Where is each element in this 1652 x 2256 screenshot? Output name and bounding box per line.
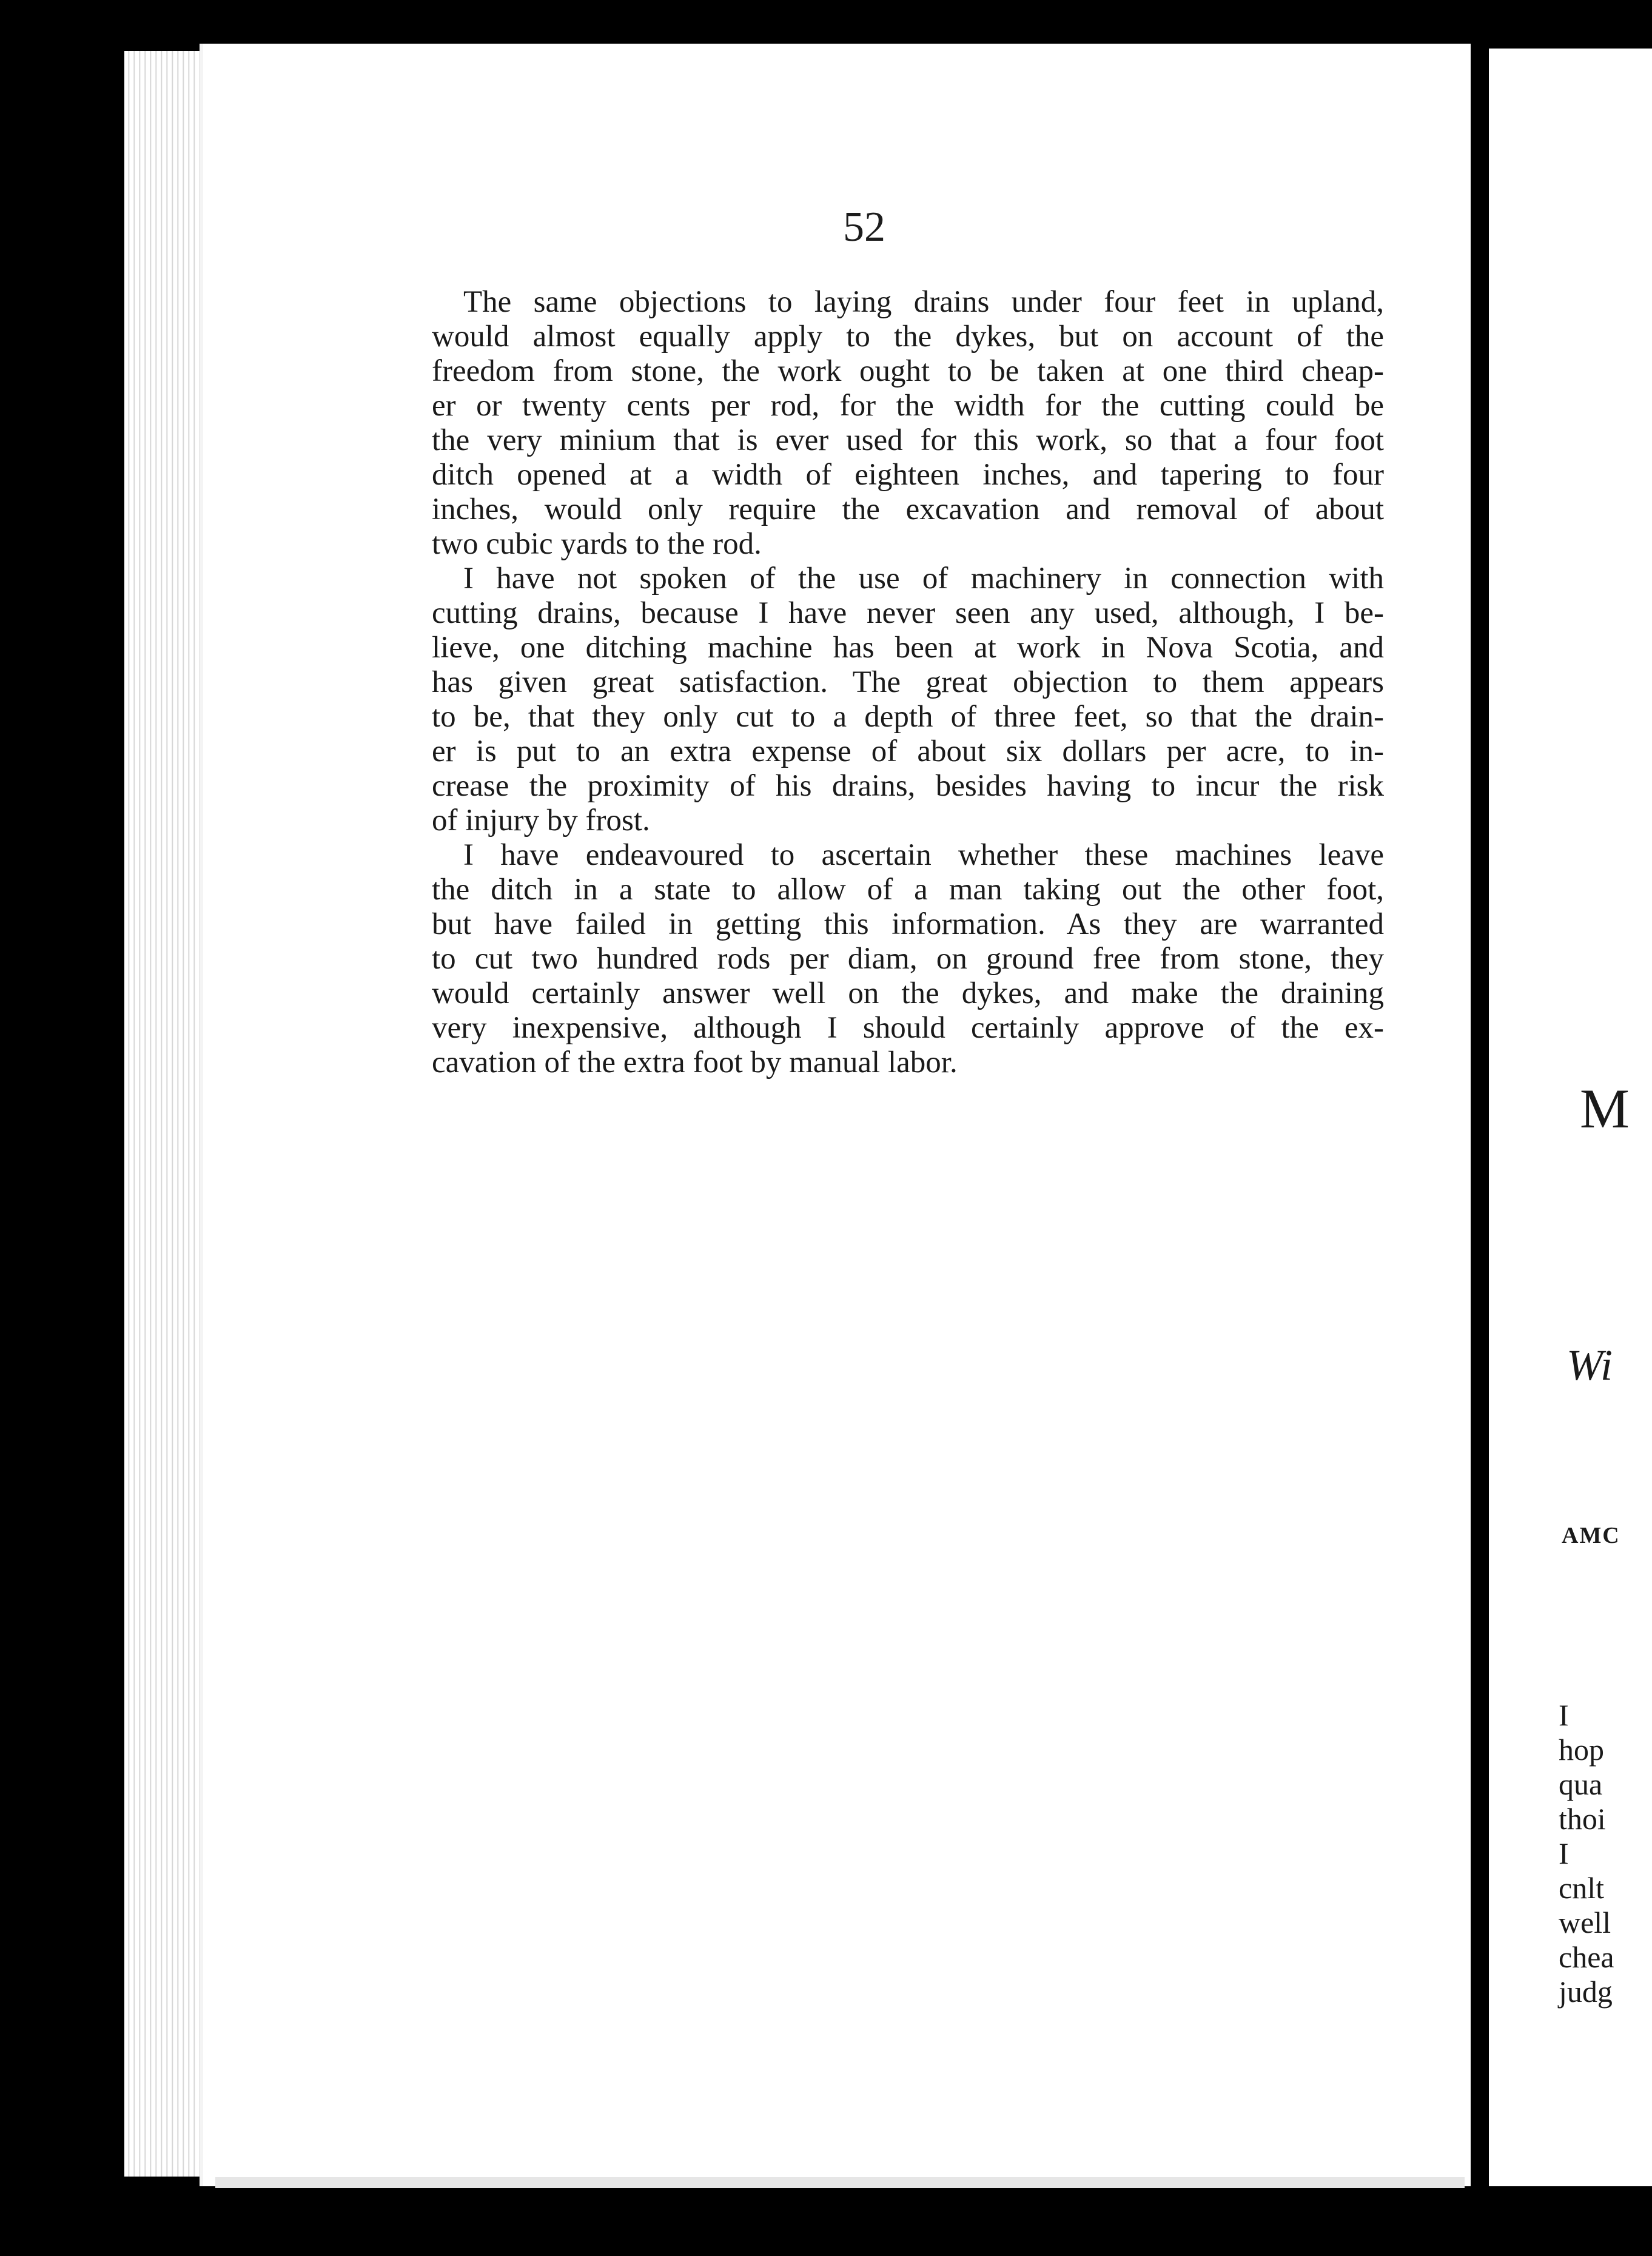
right-page-italic-fragment: Wi <box>1566 1341 1613 1389</box>
text-line: to be, that they only cut to a depth of three feet, so that the drain- <box>432 700 1384 734</box>
right-page-line-fragment: I <box>1559 1836 1569 1870</box>
text-line: freedom from stone, the work ought to be taken at one third cheap- <box>432 354 1384 388</box>
text-line: would certainly answer well on the dykes, and make the draining <box>432 976 1384 1010</box>
text-line: inches, would only require the excavation and removal of about <box>432 492 1384 526</box>
text-line: of injury by frost. <box>432 804 650 838</box>
text-line: lieve, one ditching machine has been at work in Nova Scotia, and <box>432 631 1384 665</box>
text-line: I have endeavoured to ascertain whether these machines leave <box>463 838 1384 872</box>
text-line: to cut two hundred rods per diam, on ground free from stone, they <box>432 942 1384 976</box>
text-line: cutting drains, because I have never seen any used, although, I be- <box>432 596 1384 630</box>
text-line: er is put to an extra expense of about six dollars per acre, to in- <box>432 734 1384 768</box>
paragraph <box>432 285 1384 562</box>
text-line: The same objections to laying drains under four feet in upland, <box>463 285 1384 319</box>
page-edges <box>124 51 206 2177</box>
text-line: would almost equally apply to the dykes, but on account of the <box>432 320 1384 354</box>
right-page-line-fragment: thoi <box>1559 1802 1606 1836</box>
right-page-caps-fragment: AMC <box>1562 1523 1620 1548</box>
paragraph <box>432 562 1384 838</box>
body-text <box>432 285 1384 1080</box>
right-page-line-fragment: judg <box>1559 1975 1613 2009</box>
text-line: very inexpensive, although I should certainly approve of the ex- <box>432 1011 1384 1045</box>
paragraph <box>432 838 1384 1080</box>
right-page-line-fragment: chea <box>1559 1940 1614 1974</box>
text-line: er or twenty cents per rod, for the width for the cutting could be <box>432 389 1384 423</box>
text-line: I have not spoken of the use of machinery in connection with <box>463 562 1384 596</box>
text-line: has given great satisfaction. The great objection to them appears <box>432 665 1384 699</box>
right-page-line-fragment: cnlt <box>1559 1871 1604 1905</box>
right-page-line-fragment: hop <box>1559 1733 1604 1767</box>
right-page-text-fragments <box>1559 1698 1614 2009</box>
text-line: ditch opened at a width of eighteen inches, and tapering to four <box>432 458 1384 492</box>
right-page-heading-fragment: M <box>1580 1078 1630 1140</box>
right-page-line-fragment: well <box>1559 1905 1611 1939</box>
page-number: 52 <box>843 204 885 250</box>
right-page-line-fragment: I <box>1559 1698 1569 1732</box>
text-line: the very minium that is ever used for this work, so that a four foot <box>432 423 1384 457</box>
text-line: but have failed in getting this information. As they are warranted <box>432 907 1384 941</box>
text-line: cavation of the extra foot by manual labor. <box>432 1046 958 1079</box>
page-bottom-edge <box>215 2177 1465 2188</box>
text-line: the ditch in a state to allow of a man taking out the other foot, <box>432 873 1384 907</box>
text-line: two cubic yards to the rod. <box>432 527 762 561</box>
right-page-line-fragment: qua <box>1559 1767 1603 1801</box>
text-line: crease the proximity of his drains, besides having to incur the risk <box>432 769 1384 803</box>
